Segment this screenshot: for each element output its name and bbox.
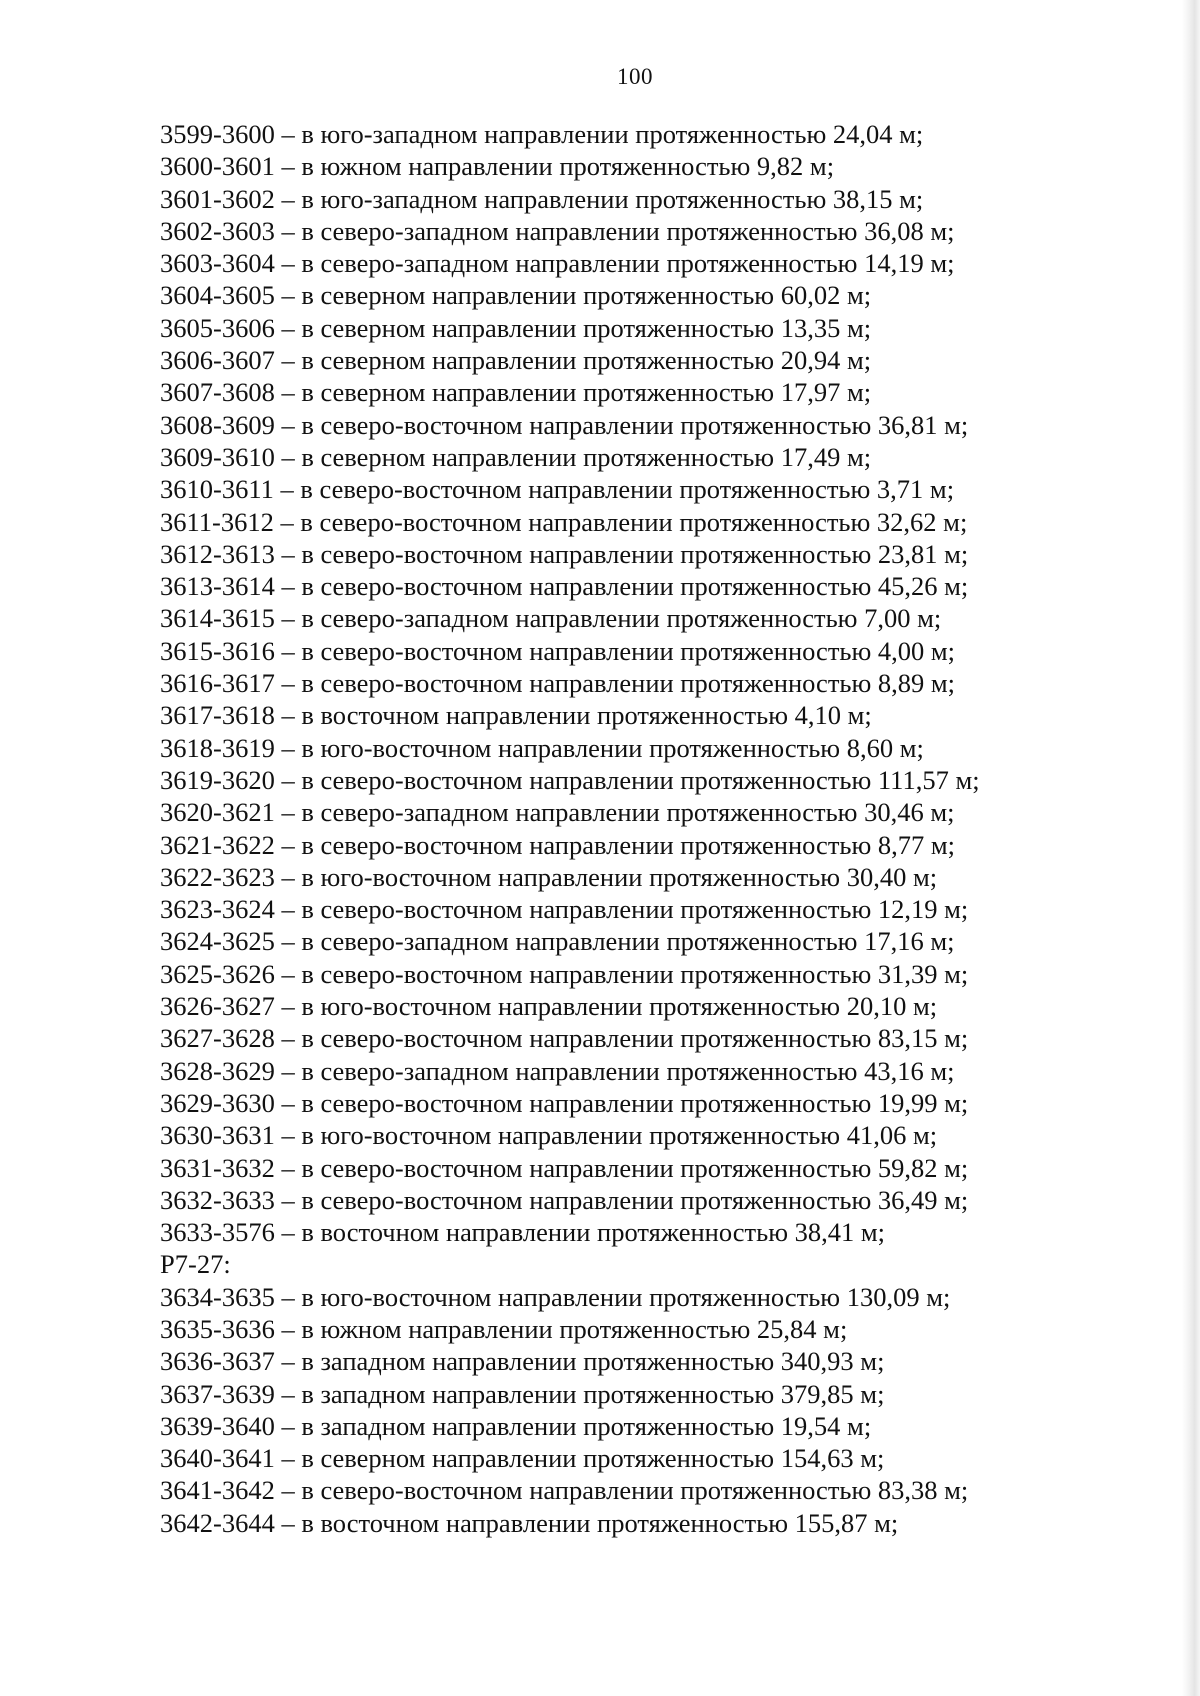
boundary-segment-line: 3607-3608 – в северном направлении протяженностью 17,97 м; [160,377,872,408]
boundary-segment-line: 3636-3637 – в западном направлении протяженностью 340,93 м; [160,1346,885,1377]
boundary-segment-line: 3640-3641 – в северном направлении протяженностью 154,63 м; [160,1443,885,1474]
boundary-segment-line: 3627-3628 – в северо-восточном направлении протяженностью 83,15 м; [160,1023,969,1054]
boundary-segment-line: 3626-3627 – в юго-восточном направлении протяженностью 20,10 м; [160,991,938,1022]
boundary-segment-line: 3628-3629 – в северо-западном направлении протяженностью 43,16 м; [160,1055,955,1086]
boundary-segment-line: 3623-3624 – в северо-восточном направлении протяженностью 12,19 м; [160,894,969,925]
boundary-segment-line: 3622-3623 – в юго-восточном направлении протяженностью 30,40 м; [160,861,938,892]
boundary-segment-line: 3599-3600 – в юго-западном направлении протяженностью 24,04 м; [160,119,924,149]
boundary-segment-line: 3625-3626 – в северо-восточном направлении протяженностью 31,39 м; [160,958,969,989]
boundary-segment-line: 3608-3609 – в северо-восточном направлении протяженностью 36,81 м; [160,409,969,440]
boundary-segment-line: 3619-3620 – в северо-восточном направлении протяженностью 111,57 м; [160,764,980,795]
boundary-segment-line: 3620-3621 – в северо-западном направлении протяженностью 30,46 м; [160,797,955,828]
boundary-segment-line: 3621-3622 – в северо-восточном направлении протяженностью 8,77 м; [160,829,956,860]
boundary-segment-line: 3600-3601 – в южном направлении протяженностью 9,82 м; [160,151,835,182]
page-number: 100 [617,64,653,89]
boundary-segment-line: 3616-3617 – в северо-восточном направлении протяженностью 8,89 м; [160,668,956,699]
boundary-segment-line: 3613-3614 – в северо-восточном направлении протяженностью 45,26 м; [160,571,969,602]
boundary-segment-line: 3609-3610 – в северном направлении протяженностью 17,49 м; [160,441,872,472]
boundary-segment-line: 3611-3612 – в северо-восточном направлении протяженностью 32,62 м; [160,506,968,537]
boundary-segment-line: 3639-3640 – в западном направлении протяженностью 19,54 м; [160,1410,872,1441]
boundary-segment-line: 3630-3631 – в юго-восточном направлении протяженностью 41,06 м; [160,1120,938,1151]
boundary-segment-line: 3631-3632 – в северо-восточном направлении протяженностью 59,82 м; [160,1152,969,1183]
boundary-segment-line: 3617-3618 – в восточном направлении протяженностью 4,10 м; [160,700,872,731]
scan-edge-shadow [1182,0,1200,1696]
boundary-segment-line: 3637-3639 – в западном направлении протяженностью 379,85 м; [160,1378,885,1409]
boundary-segment-line: 3633-3576 – в восточном направлении протяженностью 38,41 м; [160,1217,885,1248]
boundary-segment-line: 3604-3605 – в северном направлении протяженностью 60,02 м; [160,280,872,311]
boundary-segment-line: 3634-3635 – в юго-восточном направлении протяженностью 130,09 м; [160,1281,951,1312]
boundary-segment-line: 3610-3611 – в северо-восточном направлении протяженностью 3,71 м; [160,474,955,505]
boundary-segment-line: 3612-3613 – в северо-восточном направлении протяженностью 23,81 м; [160,538,969,569]
boundary-segment-line: 3605-3606 – в северном направлении протяженностью 13,35 м; [160,312,872,343]
boundary-segment-line: 3629-3630 – в северо-восточном направлении протяженностью 19,99 м; [160,1087,969,1118]
boundary-segment-line: 3635-3636 – в южном направлении протяженностью 25,84 м; [160,1313,848,1344]
boundary-segment-line: 3614-3615 – в северо-западном направлении протяженностью 7,00 м; [160,603,942,634]
boundary-segment-line: 3624-3625 – в северо-западном направлении протяженностью 17,16 м; [160,926,955,957]
section-heading: Р7-27: [160,1249,231,1280]
boundary-segment-line: 3641-3642 – в северо-восточном направлении протяженностью 83,38 м; [160,1475,969,1506]
boundary-segment-line: 3601-3602 – в юго-западном направлении протяженностью 38,15 м; [160,183,924,214]
boundary-segment-line: 3618-3619 – в юго-восточном направлении протяженностью 8,60 м; [160,732,924,763]
boundary-segment-line: 3603-3604 – в северо-западном направлении протяженностью 14,19 м; [160,248,955,279]
boundary-segment-line: 3602-3603 – в северо-западном направлении протяженностью 36,08 м; [160,215,955,246]
boundary-segment-line: 3632-3633 – в северо-восточном направлении протяженностью 36,49 м; [160,1184,969,1215]
boundary-segment-line: 3606-3607 – в северном направлении протяженностью 20,94 м; [160,345,872,376]
boundary-segment-line: 3615-3616 – в северо-восточном направлении протяженностью 4,00 м; [160,635,956,666]
boundary-description-list [160,118,1140,1539]
boundary-segment-line: 3642-3644 – в восточном направлении протяженностью 155,87 м; [160,1507,899,1538]
